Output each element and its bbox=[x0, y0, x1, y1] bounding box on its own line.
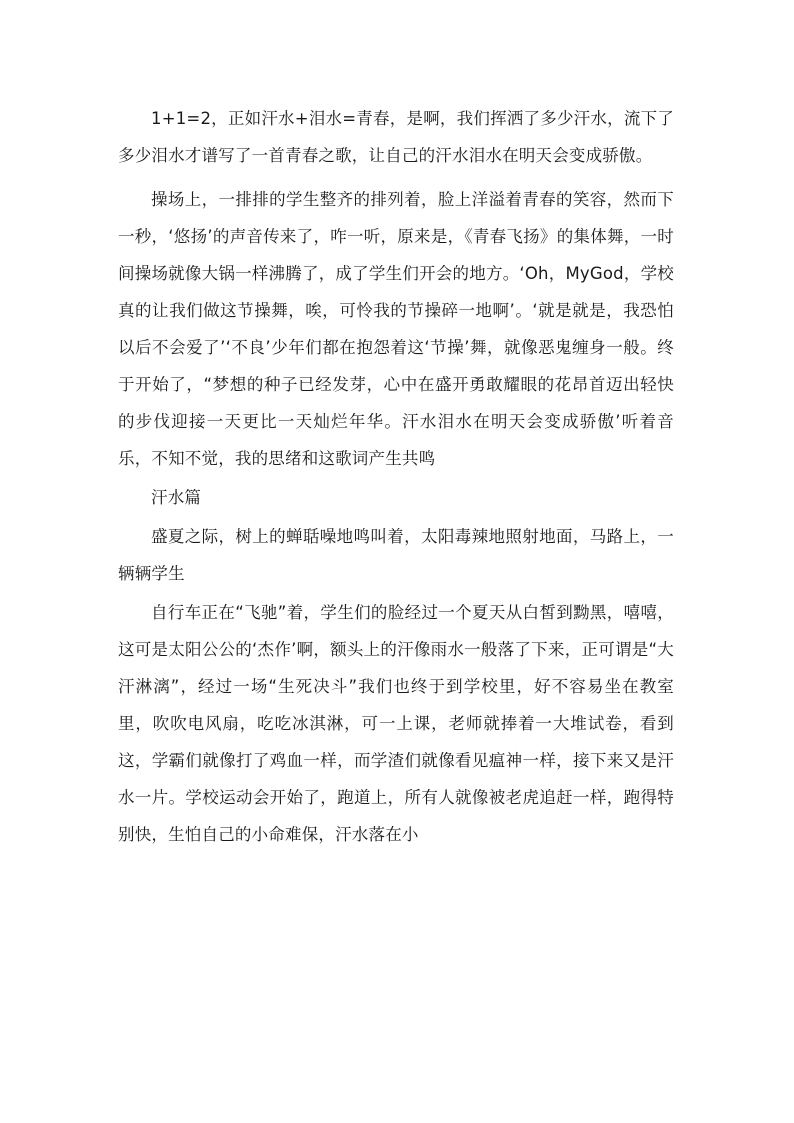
paragraph-playground: 操场上，一排排的学生整齐的排列着，脸上洋溢着青春的笑容，然而下一秒，‘悠扬’的声音传来了，咋一听，原来是，《青春飞扬》的集体舞，一时间操场就像大锅一样沸腾了，成了学生们开会的地方。‘Oh，MyGod，学校真的让我们做这节操舞，唉，可怜我的节操碎一地啊’。‘就是就是，我恐怕以后不会爱了’‘不良’少年们都在抱怨着这‘节操’舞，就像恶鬼缠身一般。终于开始了，“梦想的种子已经发芽，心中在盛开勇敢耀眼的花昂首迈出轻快的步伐迎接一天更比一天灿烂年华。汗水泪水在明天会变成骄傲’听着音乐，不知不觉，我的思绪和这歌词产生共鸣 bbox=[118, 190, 674, 468]
document-body bbox=[118, 100, 674, 853]
paragraph-intro: 1+1=2，正如汗水+泪水=青春，是啊，我们挥洒了多少汗水，流下了多少泪水才谱写了一首青春之歌，让自己的汗水泪水在明天会变成骄傲。 bbox=[118, 109, 674, 165]
section-heading-sweat: 汗水篇 bbox=[151, 488, 202, 507]
paragraph-bicycle: 自行车正在“飞驰”着，学生们的脸经过一个夏天从白皙到黝黑，嘻嘻，这可是太阳公公的‘杰作’啊，额头上的汗像雨水一般落了下来，正可谓是“大汗淋漓”，经过一场“生死决斗”我们也终于到学校里，好不容易坐在教室里，吹吹电风扇，吃吃冰淇淋，可一上课，老师就捧着一大堆试卷，看到这，学霸们就像打了鸡血一样，而学渣们就像看见瘟神一样，接下来又是汗水一片。学校运动会开始了，跑道上，所有人就像被老虎追赶一样，跑得特别快，生怕自己的小命难保，汗水落在小 bbox=[118, 603, 674, 844]
paragraph-summer: 盛夏之际，树上的蝉聒噪地鸣叫着，太阳毒辣地照射地面，马路上，一辆辆学生 bbox=[118, 527, 674, 583]
